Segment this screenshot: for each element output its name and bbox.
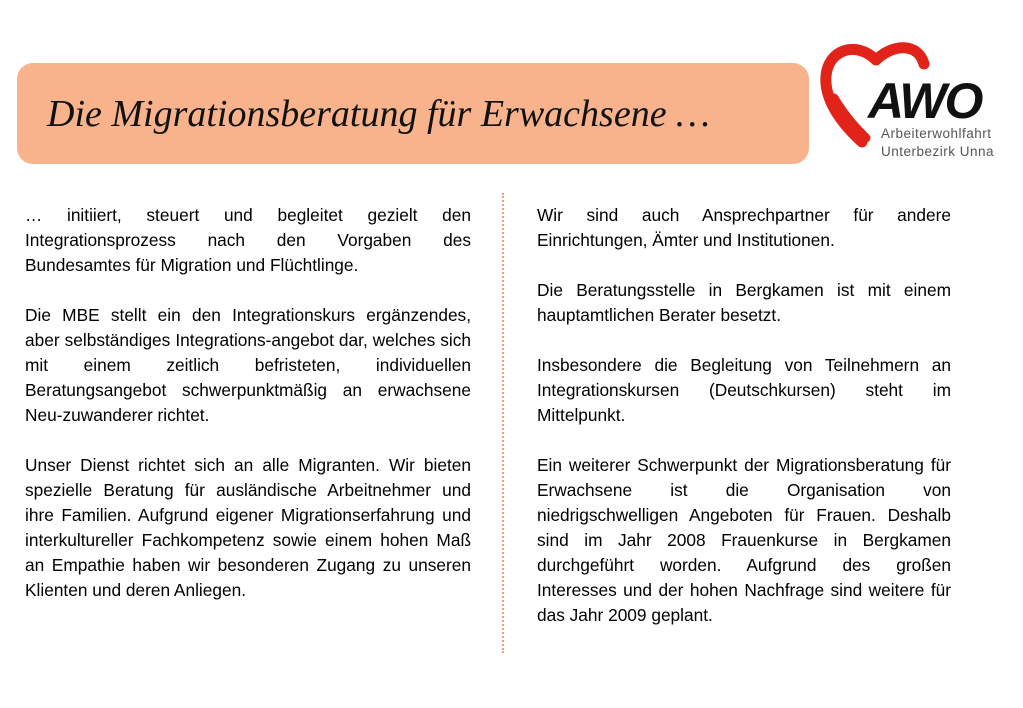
- left-paragraph: Die MBE stellt ein den Integrationskurs ergänzendes, aber selbständiges Integrations-angebot dar, welches sich mit einem zeitlich befristeten, individuellen Beratungsangebot schwerpunktmäßig an erwachsene Neu-zuwanderer richtet.: [25, 305, 471, 425]
- right-paragraph: Wir sind auch Ansprechpartner für andere Einrichtungen, Ämter und Institutionen.: [537, 205, 951, 250]
- left-paragraph: Unser Dienst richtet sich an alle Migranten. Wir bieten spezielle Beratung für ausländische Arbeitnehmer und ihre Familien. Aufgrund eigener Migrationserfahrung und interkultureller Fachkompetenz sowie einem hohen Maß an Empathie haben wir besonderen Zugang zu unseren Klienten und deren Anliegen.: [25, 455, 471, 600]
- page-title: Die Migrationsberatung für Erwachsene …: [47, 92, 710, 135]
- awo-logo: [820, 38, 1020, 166]
- logo-wordmark: AWO: [868, 73, 982, 129]
- logo-line-2: Unterbezirk Unna: [881, 144, 995, 159]
- column-divider: [502, 193, 504, 653]
- right-paragraph: Die Beratungsstelle in Bergkamen ist mit einem hauptamtlichen Berater besetzt.: [537, 280, 951, 325]
- right-column: [537, 203, 951, 653]
- logo-line-1: Arbeiterwohlfahrt: [881, 126, 992, 141]
- right-paragraph: Ein weiterer Schwerpunkt der Migrationsberatung für Erwachsene ist die Organisation von niedrigschwelligen Angeboten für Frauen. Deshalb sind im Jahr 2008 Frauenkurse in Bergkamen durchgeführt worden. Aufgrund des großen Interesses und der hohen Nachfrage sind weitere für das Jahr 2009 geplant.: [537, 455, 951, 625]
- title-banner: [17, 63, 809, 164]
- right-paragraph: Insbesondere die Begleitung von Teilnehmern an Integrationskursen (Deutschkursen) steht im Mittelpunkt.: [537, 355, 951, 425]
- left-column: [25, 203, 471, 628]
- left-paragraph: … initiiert, steuert und begleitet gezielt den Integrationsprozess nach den Vorgaben des Bundesamtes für Migration und Flüchtlinge.: [25, 205, 471, 275]
